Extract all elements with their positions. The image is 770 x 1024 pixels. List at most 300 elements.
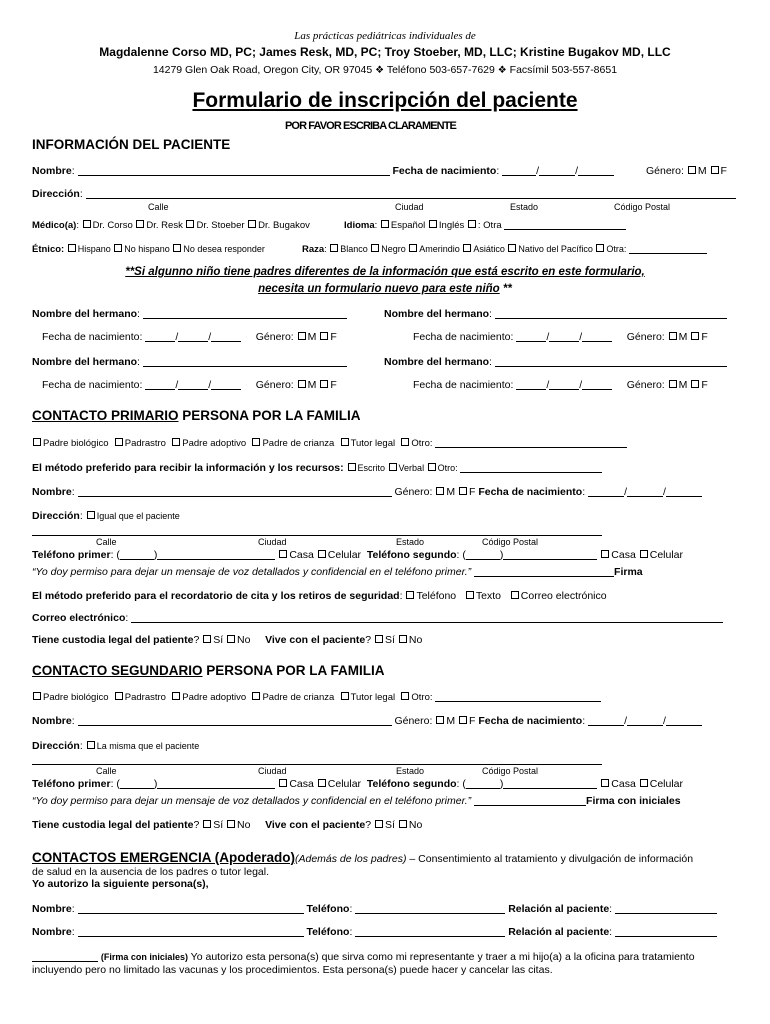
phone1-label: Teléfono primer xyxy=(32,549,111,561)
relation-other-label: Otro: xyxy=(411,438,433,449)
dob-year-field[interactable] xyxy=(578,165,614,176)
relation-other-label: Otro: xyxy=(411,692,433,703)
ethnic-row xyxy=(32,243,265,256)
sibling-dob-field[interactable] xyxy=(145,331,175,342)
casa-label: Casa xyxy=(289,778,314,790)
sibling-dob-label: Fecha de nacimiento: xyxy=(42,379,143,391)
phone1-area-field[interactable] xyxy=(120,549,154,560)
relation-checkbox[interactable] xyxy=(115,438,123,446)
race-checkbox[interactable] xyxy=(330,244,338,252)
different-parents-note-2 xyxy=(0,282,770,296)
name-label: Nombre xyxy=(32,165,72,177)
address-label: Dirección xyxy=(32,188,80,200)
primary-relation-row xyxy=(32,437,627,450)
casa-label: Casa xyxy=(289,549,314,561)
name-label: Nombre xyxy=(32,486,72,498)
m-label: M xyxy=(307,331,317,343)
same-address-checkbox[interactable] xyxy=(87,511,95,519)
celular-checkbox[interactable] xyxy=(318,779,326,787)
initials-label: Firma con iniciales xyxy=(586,795,681,807)
postal-caption: Código Postal xyxy=(482,537,539,547)
m-label: M xyxy=(678,331,688,343)
m-label: M xyxy=(446,486,456,498)
celular-label: Celular xyxy=(649,778,683,790)
phone2-label: Teléfono segundo xyxy=(366,549,457,561)
sibling-1-name-row: Nombre del hermano: xyxy=(32,308,347,321)
race-checkbox[interactable] xyxy=(463,244,471,252)
language-option: Inglés xyxy=(438,220,465,231)
ciudad-caption: Ciudad xyxy=(258,537,287,547)
gender-f-checkbox[interactable] xyxy=(691,380,699,388)
sibling-4-name-row: Nombre del hermano: xyxy=(384,356,727,369)
phone1-label: Teléfono primer xyxy=(32,778,111,790)
voicemail-permission: “Yo doy permiso para dejar un mensaje de voz detallados y confidencial en el teléfono primer.” xyxy=(32,566,472,578)
celular-label: Celular xyxy=(327,778,362,790)
relation-label: Relación al paciente xyxy=(508,903,610,915)
relation-label: Relación al paciente xyxy=(508,926,610,938)
method-other-checkbox[interactable] xyxy=(428,463,436,471)
gender-f-checkbox[interactable] xyxy=(459,716,467,724)
method-checkbox[interactable] xyxy=(389,463,397,471)
phone: Teléfono 503-657-7629 xyxy=(386,64,495,76)
calle-caption: Calle xyxy=(96,766,117,776)
yes-label: Sí xyxy=(213,634,224,646)
gender-m-checkbox[interactable] xyxy=(436,487,444,495)
relation-other-field[interactable] xyxy=(435,437,627,448)
initials-label: (Firma con iniciales) xyxy=(100,952,188,962)
race-other-checkbox[interactable] xyxy=(596,244,604,252)
race-option: Blanco xyxy=(340,244,368,254)
ethnic-option: No desea responder xyxy=(183,244,265,254)
method-option: Verbal xyxy=(398,463,425,473)
secondary-heading-rest: PERSONA POR LA FAMILIA xyxy=(202,663,385,678)
custody-yes-checkbox[interactable] xyxy=(203,635,211,643)
reminder-checkbox[interactable] xyxy=(406,591,414,599)
name-label: Nombre xyxy=(32,926,72,938)
gender-label: Género: xyxy=(394,715,433,727)
phone2-field[interactable] xyxy=(503,778,597,789)
race-option: Nativo del Pacífico xyxy=(518,244,593,254)
gender-m-checkbox[interactable] xyxy=(669,380,677,388)
calle-caption: Calle xyxy=(148,202,169,212)
yes-label: Sí xyxy=(385,819,395,831)
emergency-row-2: Nombre: Teléfono: Relación al paciente: xyxy=(32,926,717,939)
phone1-field[interactable] xyxy=(157,549,275,560)
emergency-heading-italic: (Además de los padres) xyxy=(295,853,407,865)
authorize-text: Yo autorizo la siguiente persona(s), xyxy=(32,878,209,890)
separator-icon: ❖ xyxy=(375,65,385,76)
primary-phone-row: Teléfono primer: ( ) Casa Celular Teléfono segundo: ( ) Casa Celular xyxy=(32,549,683,561)
emergency-row-1: Nombre: Teléfono: Relación al paciente: xyxy=(32,903,717,916)
gender-m-checkbox[interactable] xyxy=(436,716,444,724)
reminder-option: Correo electrónico xyxy=(520,590,607,602)
primary-custody-row: Tiene custodia legal del patiente? Sí No Vive con el paciente? Sí No xyxy=(32,634,423,646)
primary-heading-underlined: CONTACTO PRIMARIO xyxy=(32,408,179,423)
language-other-field[interactable] xyxy=(504,219,626,230)
primary-name-field[interactable] xyxy=(78,486,392,497)
email-row: Correo electrónico: xyxy=(32,612,723,625)
sibling-3-name-row: Nombre del hermano: xyxy=(32,356,347,369)
gender-m-checkbox[interactable] xyxy=(298,380,306,388)
signature-label: Firma xyxy=(614,566,643,578)
race-other-label: Otra: xyxy=(606,244,627,254)
emergency-heading-rest: – Consentimiento al tratamiento y divulgación de información xyxy=(406,853,694,865)
ethnic-checkbox[interactable] xyxy=(114,244,122,252)
dob-field[interactable] xyxy=(627,715,663,726)
relation-checkbox[interactable] xyxy=(172,438,180,446)
phone-label: Teléfono xyxy=(306,926,350,938)
gender-label: Género: xyxy=(394,486,433,498)
patient-name-row: Nombre: Fecha de nacimiento: / / xyxy=(32,165,614,178)
method-other-field[interactable] xyxy=(460,462,602,473)
relation-option: Padre adoptivo xyxy=(182,692,247,703)
dob-label: Fecha de nacimiento xyxy=(392,165,497,177)
relation-checkbox[interactable] xyxy=(33,438,41,446)
relation-checkbox[interactable] xyxy=(33,692,41,700)
separator-icon: ❖ xyxy=(497,65,507,76)
doctor-checkbox[interactable] xyxy=(248,220,256,228)
ciudad-caption: Ciudad xyxy=(395,202,424,212)
yes-label: Sí xyxy=(213,819,224,831)
phone1-area-field[interactable] xyxy=(120,778,154,789)
lives-yes-checkbox[interactable] xyxy=(375,635,383,643)
primary-permission-row xyxy=(32,566,643,579)
m-label: M xyxy=(697,165,707,177)
race-checkbox[interactable] xyxy=(409,244,417,252)
primary-address-line[interactable] xyxy=(32,535,602,536)
new-form-note: necesita un formulario nuevo para este niño xyxy=(258,283,500,295)
signature-field[interactable] xyxy=(474,566,614,577)
yes-label: Sí xyxy=(385,634,395,646)
sibling-name-field[interactable] xyxy=(143,308,347,319)
doctor-checkbox[interactable] xyxy=(83,220,91,228)
ciudad-caption: Ciudad xyxy=(258,766,287,776)
sibling-name-label: Nombre del hermano xyxy=(32,308,138,320)
reminder-checkbox[interactable] xyxy=(511,591,519,599)
dob-month-field[interactable] xyxy=(502,165,536,176)
sibling-dob-field[interactable] xyxy=(516,331,546,342)
language-checkbox[interactable] xyxy=(381,220,389,228)
secondary-name-row: Nombre: Género: M F Fecha de nacimiento: / / xyxy=(32,715,702,728)
language-row: Idioma: Español Inglés : Otra xyxy=(344,219,626,232)
celular-checkbox[interactable] xyxy=(640,779,648,787)
postal-caption: Código Postal xyxy=(482,766,539,776)
secondary-address-line[interactable] xyxy=(32,764,602,765)
m-label: M xyxy=(446,715,456,727)
sibling-name-label: Nombre del hermano xyxy=(384,308,490,320)
reminder-option: Texto xyxy=(475,590,502,602)
sibling-dob-field[interactable] xyxy=(211,379,241,390)
lives-label: Vive con el paciente xyxy=(265,819,366,831)
lives-no-checkbox[interactable] xyxy=(399,820,407,828)
phone2-area-field[interactable] xyxy=(466,549,500,560)
relation-option: Tutor legal xyxy=(350,692,396,703)
race-other-field[interactable] xyxy=(629,243,707,254)
no-label: No xyxy=(237,634,251,646)
contact-line xyxy=(0,64,770,77)
primary-name-row: Nombre: Género: M F Fecha de nacimiento: / / xyxy=(32,486,702,499)
sibling-2-name-row: Nombre del hermano: xyxy=(384,308,727,321)
m-label: M xyxy=(678,379,688,391)
emergency-heading-underlined: CONTACTOS EMERGENCIA (Apoderado) xyxy=(32,850,295,865)
f-label: F xyxy=(720,165,727,177)
same-address-label: Igual que el paciente xyxy=(96,511,180,521)
f-label: F xyxy=(701,379,708,391)
casa-checkbox[interactable] xyxy=(601,779,609,787)
secondary-name-field[interactable] xyxy=(78,715,392,726)
race-option: Negro xyxy=(381,244,406,254)
method-other-label: Otro: xyxy=(437,463,458,473)
ethnic-checkbox[interactable] xyxy=(68,244,76,252)
sibling-name-field[interactable] xyxy=(495,356,727,367)
sibling-dob-field[interactable] xyxy=(145,379,175,390)
doctor-row: Médico(a): Dr. Corso Dr. Resk Dr. Stoeber Dr. Bugakov xyxy=(32,220,310,231)
relation-checkbox[interactable] xyxy=(115,692,123,700)
secondary-custody-row: Tiene custodia legal del patiente? Sí No Vive con el paciente? Sí No xyxy=(32,819,423,831)
doctor-option: Dr. Corso xyxy=(92,220,133,231)
relation-checkbox[interactable] xyxy=(252,438,260,446)
same-address-checkbox[interactable] xyxy=(87,741,95,749)
casa-checkbox[interactable] xyxy=(601,550,609,558)
relation-other-checkbox[interactable] xyxy=(401,438,409,446)
sibling-dob-field[interactable] xyxy=(211,331,241,342)
emergency-name-field[interactable] xyxy=(78,926,304,937)
ethnic-checkbox[interactable] xyxy=(173,244,181,252)
phone2-area-field[interactable] xyxy=(466,778,500,789)
sibling-gender-label: Género: xyxy=(626,331,665,343)
sibling-gender-label: Género: xyxy=(255,379,294,391)
race-checkbox[interactable] xyxy=(371,244,379,252)
f-label: F xyxy=(701,331,708,343)
fax: Facsímil 503-557-8651 xyxy=(509,64,618,76)
sibling-gender-label: Género: xyxy=(255,331,294,343)
sibling-1-dob-row: Fecha de nacimiento: / / Género: M F xyxy=(42,331,337,343)
secondary-phone-row: Teléfono primer: ( ) Casa Celular Teléfono segundo: ( ) Casa Celular xyxy=(32,778,683,790)
relation-checkbox[interactable] xyxy=(341,438,349,446)
sibling-dob-field[interactable] xyxy=(549,331,579,342)
relation-option: Tutor legal xyxy=(350,438,396,449)
sibling-3-dob-row: Fecha de nacimiento: / / Género: M F xyxy=(42,379,337,391)
relation-checkbox[interactable] xyxy=(172,692,180,700)
consent-initials-field[interactable] xyxy=(32,951,98,962)
sibling-dob-field[interactable] xyxy=(549,379,579,390)
sibling-dob-field[interactable] xyxy=(582,379,612,390)
sibling-name-field[interactable] xyxy=(495,308,727,319)
doctor-checkbox[interactable] xyxy=(186,220,194,228)
different-parents-note: **Si algunno niño tiene padres diferentes de la información que está escrito en este formulario, xyxy=(125,266,645,278)
sibling-dob-label: Fecha de nacimiento: xyxy=(42,331,143,343)
dob-field[interactable] xyxy=(627,486,663,497)
reminder-row: El método preferido para el recordatorio de cita y los retiros de seguridad: Teléfono Texto Correo electrónico xyxy=(32,590,607,602)
race-row: Raza: Blanco Negro Amerindio Asiático Nativo del Pacífico Otra: xyxy=(302,243,707,256)
secondary-contact-heading xyxy=(32,663,385,679)
celular-checkbox[interactable] xyxy=(640,550,648,558)
lives-label: Vive con el paciente xyxy=(265,634,366,646)
dob-label: Fecha de nacimiento xyxy=(478,486,583,498)
relation-option: Padre de crianza xyxy=(262,438,335,449)
casa-checkbox[interactable] xyxy=(279,550,287,558)
relation-other-field[interactable] xyxy=(435,691,601,702)
race-option: Amerindio xyxy=(419,244,460,254)
custody-label: Tiene custodia legal del patiente xyxy=(32,819,194,831)
no-label: No xyxy=(237,819,251,831)
relation-checkbox[interactable] xyxy=(252,692,260,700)
name-label: Nombre xyxy=(32,715,72,727)
emergency-name-field[interactable] xyxy=(78,903,304,914)
sibling-2-dob-row: Fecha de nacimiento: / / Género: M F xyxy=(413,331,708,343)
doctors-line: Magdalenne Corso MD, PC; James Resk, MD, PC; Troy Stoeber, MD, LLC; Kristine Bugakov MD, LLC xyxy=(99,45,671,59)
f-label: F xyxy=(330,379,337,391)
email-label: Correo electrónico xyxy=(32,612,126,624)
initials-field[interactable] xyxy=(474,795,586,806)
language-option: Español xyxy=(390,220,426,231)
sibling-dob-field[interactable] xyxy=(178,331,208,342)
relation-option: Padre adoptivo xyxy=(182,438,247,449)
lives-no-checkbox[interactable] xyxy=(399,635,407,643)
relation-option: Padrastro xyxy=(124,438,166,449)
gender-f-checkbox[interactable] xyxy=(320,332,328,340)
patient-info-heading: INFORMACIÓN DEL PACIENTE xyxy=(32,137,231,152)
patient-address-row: Dirección: xyxy=(32,188,736,201)
sibling-dob-field[interactable] xyxy=(582,331,612,342)
gender-label: Género: xyxy=(646,165,684,177)
calle-caption: Calle xyxy=(96,537,117,547)
sibling-dob-label: Fecha de nacimiento: xyxy=(413,331,514,343)
relation-option: Padre biológico xyxy=(43,438,109,449)
custody-no-checkbox[interactable] xyxy=(227,820,235,828)
emergency-phone-field[interactable] xyxy=(355,903,505,914)
relation-checkbox[interactable] xyxy=(341,692,349,700)
doctor-option: Dr. Bugakov xyxy=(258,220,310,231)
gender-m-checkbox[interactable] xyxy=(688,166,696,174)
info-method-row xyxy=(32,462,602,475)
reminder-option: Teléfono xyxy=(416,590,457,602)
primary-address-row: Dirección: Igual que el paciente xyxy=(32,510,180,522)
doctor-option: Dr. Resk xyxy=(146,220,183,231)
estado-caption: Estado xyxy=(396,537,425,547)
phone-label: Teléfono xyxy=(306,903,350,915)
gender-f-checkbox[interactable] xyxy=(459,487,467,495)
dob-field[interactable] xyxy=(666,715,702,726)
emergency-heading-2: de salud en la ausencia de los padres o tutor legal. xyxy=(32,866,269,878)
relation-option: Padrastro xyxy=(124,692,166,703)
doctor-checkbox[interactable] xyxy=(136,220,144,228)
race-label: Raza xyxy=(302,244,325,255)
postal-caption: Código Postal xyxy=(614,202,671,212)
language-checkbox[interactable] xyxy=(429,220,437,228)
ethnic-label: Étnico: xyxy=(32,244,65,255)
no-label: No xyxy=(408,634,423,646)
secondary-relation-row xyxy=(32,691,601,704)
sibling-dob-field[interactable] xyxy=(178,379,208,390)
page-title: Formulario de inscripción del paciente xyxy=(192,89,578,112)
dob-field[interactable] xyxy=(588,715,624,726)
doctor-option: Dr. Stoeber xyxy=(196,220,245,231)
patient-name-field[interactable] xyxy=(78,165,390,176)
f-label: F xyxy=(469,715,476,727)
same-address-label: La misma que el paciente xyxy=(96,741,200,751)
gender-m-checkbox[interactable] xyxy=(298,332,306,340)
consent-line-2: incluyendo pero no limitado las vacunas y los procedimientos. Esta persona(s) puede hacer y cancelar las citas. xyxy=(32,964,553,976)
primary-heading-rest: PERSONA POR LA FAMILIA xyxy=(178,408,361,423)
dob-day-field[interactable] xyxy=(539,165,575,176)
casa-label: Casa xyxy=(611,778,636,790)
relation-option: Padre biológico xyxy=(43,692,109,703)
dob-field[interactable] xyxy=(588,486,624,497)
relation-other-checkbox[interactable] xyxy=(401,692,409,700)
address-label: Dirección xyxy=(32,740,80,752)
primary-contact-heading xyxy=(32,408,361,424)
voicemail-permission: “Yo doy permiso para dejar un mensaje de voz detallados y confidencial en el teléfono primer.” xyxy=(32,795,472,807)
emergency-heading xyxy=(32,850,693,866)
sibling-name-label: Nombre del hermano xyxy=(32,356,138,368)
reminder-checkbox[interactable] xyxy=(466,591,474,599)
race-checkbox[interactable] xyxy=(508,244,516,252)
language-other-checkbox[interactable] xyxy=(468,220,476,228)
lives-yes-checkbox[interactable] xyxy=(375,820,383,828)
celular-checkbox[interactable] xyxy=(318,550,326,558)
dob-field[interactable] xyxy=(666,486,702,497)
name-label: Nombre xyxy=(32,903,72,915)
emergency-relation-field[interactable] xyxy=(615,926,717,937)
celular-label: Celular xyxy=(327,549,362,561)
sibling-name-field[interactable] xyxy=(143,356,347,367)
custody-yes-checkbox[interactable] xyxy=(203,820,211,828)
celular-label: Celular xyxy=(649,549,683,561)
casa-checkbox[interactable] xyxy=(279,779,287,787)
custody-label: Tiene custodia legal del patiente xyxy=(32,634,194,646)
info-method-label: El método preferido para recibir la información y los recursos: xyxy=(32,462,344,474)
gender-f-checkbox[interactable] xyxy=(320,380,328,388)
method-option: Escrito xyxy=(357,463,386,473)
emergency-relation-field[interactable] xyxy=(615,903,717,914)
relation-option: Padre de crianza xyxy=(262,692,335,703)
phone1-field[interactable] xyxy=(157,778,275,789)
sibling-dob-field[interactable] xyxy=(516,379,546,390)
address-label: Dirección xyxy=(32,510,80,522)
estado-caption: Estado xyxy=(510,202,539,212)
note-stars: ** xyxy=(502,283,512,295)
race-option: Asiático xyxy=(473,244,505,254)
secondary-address-row: Dirección: La misma que el paciente xyxy=(32,740,200,752)
secondary-permission-row xyxy=(32,795,681,808)
method-checkbox[interactable] xyxy=(348,463,356,471)
ethnic-option: No hispano xyxy=(124,244,170,254)
gender-f-checkbox[interactable] xyxy=(691,332,699,340)
sibling-name-label: Nombre del hermano xyxy=(384,356,490,368)
custody-no-checkbox[interactable] xyxy=(227,635,235,643)
emergency-phone-field[interactable] xyxy=(355,926,505,937)
estado-caption: Estado xyxy=(396,766,425,776)
patient-address-field[interactable] xyxy=(86,188,736,199)
m-label: M xyxy=(307,379,317,391)
patient-gender xyxy=(646,165,727,178)
address: 14279 Glen Oak Road, Oregon City, OR 97045 xyxy=(152,64,373,76)
sibling-gender-label: Género: xyxy=(626,379,665,391)
ethnic-option: Hispano xyxy=(77,244,111,254)
sibling-4-dob-row: Fecha de nacimiento: / / Género: M F xyxy=(413,379,708,391)
gender-f-checkbox[interactable] xyxy=(711,166,719,174)
reminder-label: El método preferido para el recordatorio de cita y los retiros de seguridad xyxy=(32,590,400,602)
write-clearly-note: POR FAVOR ESCRIBA CLARAMENTE xyxy=(285,120,456,132)
phone2-field[interactable] xyxy=(503,549,597,560)
phone2-label: Teléfono segundo xyxy=(366,778,457,790)
f-label: F xyxy=(469,486,476,498)
casa-label: Casa xyxy=(611,549,636,561)
gender-m-checkbox[interactable] xyxy=(669,332,677,340)
email-field[interactable] xyxy=(131,612,723,623)
practice-subtitle: Las prácticas pediátricas individuales de xyxy=(294,30,476,42)
